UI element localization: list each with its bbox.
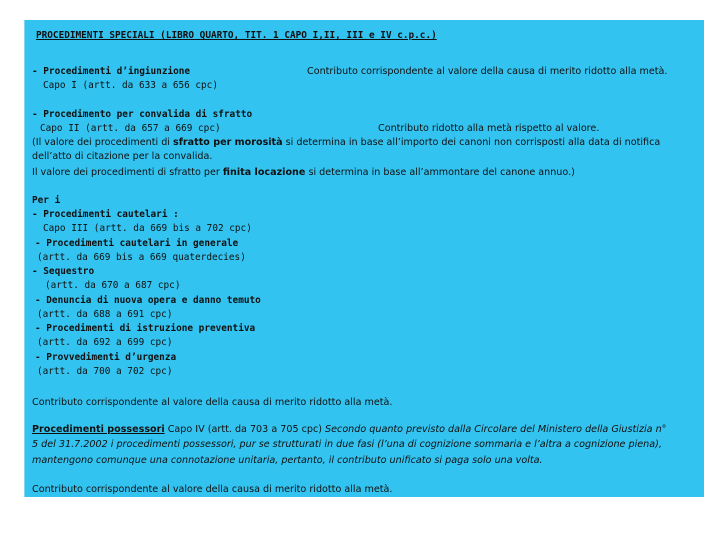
sfratto-finita-locazione: finita locazione [222, 167, 306, 178]
sfratto-paragraph-1 [32, 137, 660, 149]
cautelari-item-ref: (artt. da 669 bis a 669 quaterdecies) [37, 252, 246, 263]
sfratto-morosita: sfratto per morosità [173, 137, 283, 148]
sfratto-ref: Capo II (artt. da 657 a 669 cpc) [40, 123, 221, 134]
possessori-ref: Capo IV (artt. da 703 a 705 cpc) [164, 424, 326, 435]
cautelari-item-ref: (artt. da 670 a 687 cpc) [45, 280, 181, 291]
sfratto-paragraph-2 [32, 167, 575, 179]
possessori-line-3: mantengono comunque una connotazione unitaria, pertanto, il contributo unificato si paga solo una volta. [32, 455, 543, 466]
sfratto-p2-text: Il valore dei procedimenti di sfratto per [32, 167, 223, 178]
ingiunzione-title: - Procedimenti d’ingiunzione [32, 66, 191, 77]
cautelari-item-ref: (artt. da 692 a 699 cpc) [37, 337, 173, 348]
cautelari-item-title: - Procedimenti di istruzione preventiva [35, 323, 256, 334]
possessori-line-2: 5 del 31.7.2002 i procedimenti possessori, pur se strutturati in due fasi (l’una di cognizione sommaria e l’altra a cognizione piena), [32, 439, 662, 450]
cautelari-item-ref: (artt. da 688 a 691 cpc) [37, 309, 173, 320]
ingiunzione-note: Contributo corrispondente al valore della causa di merito ridotto alla metà. [307, 66, 668, 77]
sfratto-title: - Procedimento per convalida di sfratto [32, 109, 253, 120]
sfratto-paragraph-1-cont: dell’atto di citazione per la convalida. [32, 151, 213, 162]
cautelari-item-title: - Procedimenti cautelari in generale [35, 238, 239, 249]
page-title: PROCEDIMENTI SPECIALI (LIBRO QUARTO, TIT. 1 CAPO I,II, III e IV c.p.c.) [36, 30, 437, 41]
sfratto-p1-text-end: si determina in base all’importo dei canoni non corrisposti alla data di notifica [282, 137, 661, 148]
possessori-italic-1: Secondo quanto previsto dalla Circolare del Ministero della Giustizia n° [325, 424, 667, 435]
cautelari-item-ref: (artt. da 700 a 702 cpc) [37, 366, 173, 377]
cautelari-title: - Procedimenti cautelari : [32, 209, 179, 220]
cautelari-item-title: - Denuncia di nuova opera e danno temuto [35, 295, 261, 306]
ingiunzione-ref: Capo I (artt. da 633 a 656 cpc) [43, 80, 218, 91]
document-panel [24, 20, 704, 497]
sfratto-p1-text: (Il valore dei procedimenti di [32, 137, 174, 148]
possessori-note: Contributo corrispondente al valore della causa di merito ridotto alla metà. [32, 484, 393, 495]
cautelari-item-title: - Provvedimenti d’urgenza [35, 352, 177, 363]
possessori-line-1 [32, 424, 666, 436]
sfratto-p2-text-end: si determina in base all’ammontare del canone annuo.) [305, 167, 575, 178]
cautelari-per: Per i [32, 195, 61, 206]
sfratto-note: Contributo ridotto alla metà rispetto al valore. [378, 123, 600, 134]
cautelari-capo: Capo III (artt. da 669 bis a 702 cpc) [43, 223, 252, 234]
cautelari-item-title: - Sequestro [32, 266, 95, 277]
possessori-title: Procedimenti possessori [32, 424, 165, 435]
cautelari-note: Contributo corrispondente al valore della causa di merito ridotto alla metà. [32, 397, 393, 408]
